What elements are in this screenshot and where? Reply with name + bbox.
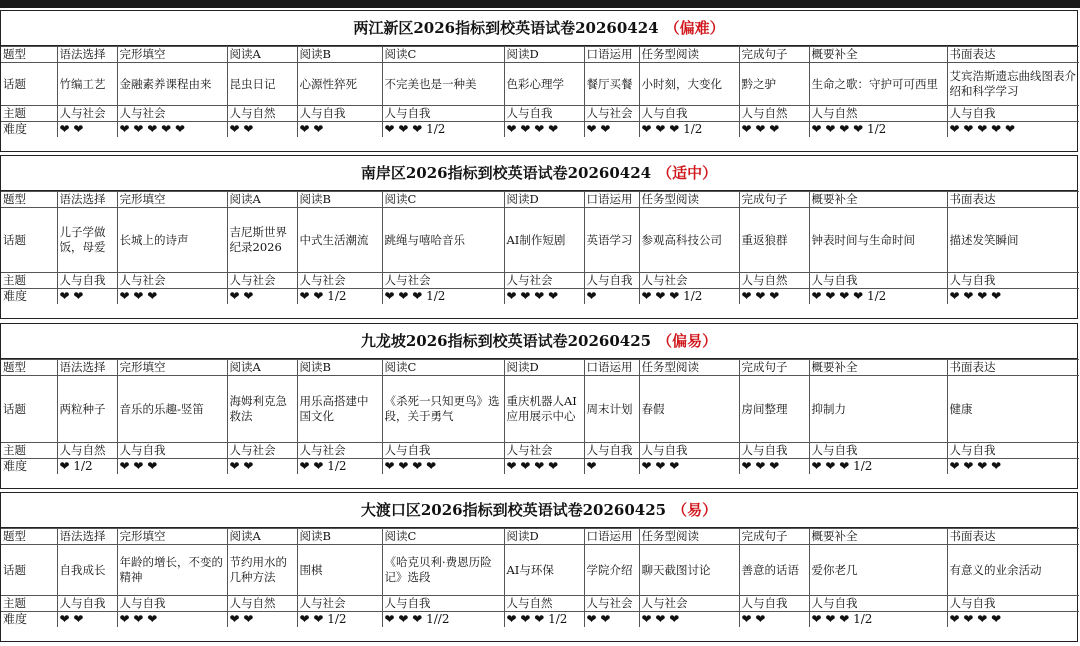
theme-cell: 人与自我	[117, 443, 227, 459]
theme-cell: 人与自我	[739, 596, 809, 612]
topic-cell: 重庆机器人AI应用展示中心	[504, 376, 584, 443]
difficulty-cell: ❤ ❤	[227, 122, 297, 138]
topic-cell: 钟表时间与生命时间	[809, 208, 947, 273]
row-label: 话题	[1, 545, 57, 596]
topic-cell: 心源性猝死	[297, 63, 382, 106]
theme-cell: 人与自我	[947, 443, 1079, 459]
topic-cell: AI制作短剧	[504, 208, 584, 273]
theme-row	[1, 106, 1079, 122]
column-header: 完成句子	[739, 192, 809, 208]
exam-block	[0, 155, 1078, 319]
topic-cell: 吉尼斯世界纪录2026	[227, 208, 297, 273]
topic-cell: 黔之驴	[739, 63, 809, 106]
theme-cell: 人与社会	[584, 596, 639, 612]
difficulty-level-label: （偏易）	[657, 332, 718, 350]
row-label: 难度	[1, 459, 57, 475]
column-header: 任务型阅读	[639, 360, 739, 376]
exam-title-text: 大渡口区2026指标到校英语试卷20260425	[360, 501, 667, 519]
theme-cell: 人与自我	[382, 596, 504, 612]
column-header: 阅读D	[504, 529, 584, 545]
difficulty-cell: ❤ ❤ ❤ ❤	[947, 289, 1079, 305]
theme-cell: 人与社会	[297, 443, 382, 459]
exam-title	[1, 324, 1077, 359]
topic-cell: 生命之歌：守护可可西里	[809, 63, 947, 106]
topic-cell: 音乐的乐趣-竖笛	[117, 376, 227, 443]
theme-cell: 人与自我	[947, 106, 1079, 122]
row-label: 难度	[1, 122, 57, 138]
column-header: 阅读D	[504, 360, 584, 376]
difficulty-cell: ❤ ❤	[57, 289, 117, 305]
column-header: 书面表达	[947, 360, 1079, 376]
topic-cell: 爱你老几	[809, 545, 947, 596]
column-header: 阅读D	[504, 192, 584, 208]
topic-cell: 小时刻，大变化	[639, 63, 739, 106]
theme-cell: 人与社会	[57, 106, 117, 122]
row-label: 难度	[1, 289, 57, 305]
difficulty-cell: ❤ ❤ ❤ 1/2	[809, 612, 947, 628]
difficulty-cell: ❤ ❤ ❤ ❤	[947, 612, 1079, 628]
topic-cell: 《哈克贝利·费恩历险记》选段	[382, 545, 504, 596]
column-header: 阅读A	[227, 47, 297, 63]
difficulty-cell: ❤ ❤ ❤	[117, 459, 227, 475]
theme-cell: 人与自我	[57, 273, 117, 289]
column-header: 阅读C	[382, 47, 504, 63]
theme-cell: 人与社会	[504, 443, 584, 459]
exam-table	[1, 191, 1079, 304]
difficulty-cell: ❤ ❤	[227, 289, 297, 305]
topic-cell: 善意的话语	[739, 545, 809, 596]
difficulty-cell: ❤ ❤ 1/2	[297, 289, 382, 305]
topic-row	[1, 376, 1079, 443]
difficulty-cell: ❤ ❤ ❤	[639, 459, 739, 475]
difficulty-cell: ❤ ❤	[57, 122, 117, 138]
theme-cell: 人与社会	[639, 596, 739, 612]
difficulty-cell: ❤ ❤ ❤ ❤ ❤	[947, 122, 1079, 138]
column-header: 题型	[1, 529, 57, 545]
row-label: 话题	[1, 63, 57, 106]
column-header: 任务型阅读	[639, 192, 739, 208]
column-header: 阅读B	[297, 529, 382, 545]
column-header: 口语运用	[584, 529, 639, 545]
topic-cell: 《杀死一只知更鸟》选段，关于勇气	[382, 376, 504, 443]
column-header: 阅读D	[504, 47, 584, 63]
exam-title	[1, 156, 1077, 191]
topic-cell: 英语学习	[584, 208, 639, 273]
column-header: 阅读B	[297, 192, 382, 208]
topic-cell: 春假	[639, 376, 739, 443]
difficulty-cell: ❤ ❤ ❤ ❤	[947, 459, 1079, 475]
theme-cell: 人与社会	[584, 106, 639, 122]
topic-cell: 周末计划	[584, 376, 639, 443]
difficulty-cell: ❤ ❤	[584, 612, 639, 628]
column-header: 阅读B	[297, 47, 382, 63]
difficulty-cell: ❤ ❤ 1/2	[297, 612, 382, 628]
column-header: 完形填空	[117, 47, 227, 63]
column-header: 任务型阅读	[639, 529, 739, 545]
difficulty-row	[1, 459, 1079, 475]
row-label: 主题	[1, 106, 57, 122]
theme-cell: 人与自然	[227, 106, 297, 122]
theme-cell: 人与社会	[297, 596, 382, 612]
theme-cell: 人与自我	[947, 273, 1079, 289]
column-header: 阅读A	[227, 529, 297, 545]
theme-cell: 人与社会	[382, 273, 504, 289]
header-row	[1, 360, 1079, 376]
topic-cell: 参观高科技公司	[639, 208, 739, 273]
column-header: 阅读C	[382, 360, 504, 376]
difficulty-row	[1, 289, 1079, 305]
difficulty-cell: ❤ ❤ ❤ ❤	[504, 289, 584, 305]
difficulty-cell: ❤ ❤	[297, 122, 382, 138]
difficulty-cell: ❤ ❤ ❤ ❤ ❤	[117, 122, 227, 138]
topic-cell: AI与环保	[504, 545, 584, 596]
topic-cell: 有意义的业余活动	[947, 545, 1079, 596]
difficulty-cell: ❤ ❤ ❤ 1/2	[382, 122, 504, 138]
column-header: 完形填空	[117, 529, 227, 545]
topic-cell: 抑制力	[809, 376, 947, 443]
theme-cell: 人与自我	[382, 106, 504, 122]
exam-table	[1, 46, 1079, 137]
difficulty-level-label: （易）	[672, 501, 718, 519]
theme-cell: 人与社会	[297, 273, 382, 289]
theme-cell: 人与自我	[57, 596, 117, 612]
topic-cell: 中式生活潮流	[297, 208, 382, 273]
row-label: 主题	[1, 443, 57, 459]
difficulty-cell: ❤ ❤ ❤	[639, 612, 739, 628]
theme-cell: 人与社会	[117, 273, 227, 289]
difficulty-level-label: （适中）	[657, 164, 718, 182]
exam-block	[0, 492, 1078, 642]
theme-cell: 人与社会	[117, 106, 227, 122]
header-row	[1, 47, 1079, 63]
column-header: 阅读A	[227, 360, 297, 376]
topic-cell: 重返狼群	[739, 208, 809, 273]
difficulty-cell: ❤ ❤ ❤ 1//2	[382, 612, 504, 628]
difficulty-cell: ❤	[584, 289, 639, 305]
difficulty-cell: ❤ ❤ ❤ ❤	[504, 459, 584, 475]
exam-title	[1, 11, 1077, 46]
topic-cell: 竹编工艺	[57, 63, 117, 106]
theme-cell: 人与自我	[504, 106, 584, 122]
exam-block	[0, 10, 1078, 152]
row-label: 主题	[1, 273, 57, 289]
difficulty-cell: ❤ ❤ ❤ 1/2	[639, 122, 739, 138]
difficulty-cell: ❤ ❤ ❤ ❤ 1/2	[809, 289, 947, 305]
theme-cell: 人与自我	[639, 443, 739, 459]
column-header: 书面表达	[947, 192, 1079, 208]
topic-cell: 年龄的增长，不变的精神	[117, 545, 227, 596]
topic-cell: 聊天截图讨论	[639, 545, 739, 596]
top-dark-bar	[0, 0, 1080, 8]
column-header: 阅读B	[297, 360, 382, 376]
topic-cell: 围棋	[297, 545, 382, 596]
topic-cell: 色彩心理学	[504, 63, 584, 106]
theme-cell: 人与自我	[382, 443, 504, 459]
column-header: 口语运用	[584, 192, 639, 208]
column-header: 语法选择	[57, 529, 117, 545]
column-header: 完成句子	[739, 529, 809, 545]
difficulty-cell: ❤ ❤ ❤ 1/2	[382, 289, 504, 305]
difficulty-row	[1, 122, 1079, 138]
column-header: 任务型阅读	[639, 47, 739, 63]
column-header: 概要补全	[809, 360, 947, 376]
column-header: 阅读C	[382, 529, 504, 545]
difficulty-cell: ❤ ❤ ❤ 1/2	[639, 289, 739, 305]
theme-cell: 人与自然	[504, 596, 584, 612]
difficulty-cell: ❤ ❤ ❤	[739, 459, 809, 475]
exam-title-text: 九龙坡2026指标到校英语试卷20260425	[360, 332, 652, 350]
exam-title-text: 两江新区2026指标到校英语试卷20260424	[353, 19, 659, 37]
row-label: 主题	[1, 596, 57, 612]
difficulty-cell: ❤ ❤	[584, 122, 639, 138]
difficulty-cell: ❤ ❤ ❤	[117, 289, 227, 305]
theme-cell: 人与社会	[227, 443, 297, 459]
theme-row	[1, 273, 1079, 289]
exam-table	[1, 359, 1079, 474]
theme-cell: 人与自我	[639, 106, 739, 122]
column-header: 口语运用	[584, 360, 639, 376]
difficulty-cell: ❤ 1/2	[57, 459, 117, 475]
header-row	[1, 192, 1079, 208]
row-label: 难度	[1, 612, 57, 628]
topic-cell: 昆虫日记	[227, 63, 297, 106]
topic-cell: 儿子学做饭，母爱	[57, 208, 117, 273]
difficulty-cell: ❤ ❤ ❤ ❤ 1/2	[809, 122, 947, 138]
topic-cell: 两粒种子	[57, 376, 117, 443]
column-header: 书面表达	[947, 47, 1079, 63]
column-header: 语法选择	[57, 47, 117, 63]
exam-title-text: 南岸区2026指标到校英语试卷20260424	[360, 164, 652, 182]
column-header: 概要补全	[809, 192, 947, 208]
theme-cell: 人与社会	[639, 273, 739, 289]
topic-cell: 跳绳与嘻哈音乐	[382, 208, 504, 273]
difficulty-cell: ❤ ❤ ❤ ❤	[382, 459, 504, 475]
column-header: 语法选择	[57, 192, 117, 208]
difficulty-cell: ❤ ❤	[739, 612, 809, 628]
topic-row	[1, 208, 1079, 273]
topic-cell: 长城上的诗声	[117, 208, 227, 273]
theme-cell: 人与自然	[739, 106, 809, 122]
difficulty-cell: ❤ ❤	[57, 612, 117, 628]
difficulty-row	[1, 612, 1079, 628]
exam-table	[1, 528, 1079, 627]
column-header: 语法选择	[57, 360, 117, 376]
theme-cell: 人与自我	[809, 443, 947, 459]
column-header: 书面表达	[947, 529, 1079, 545]
difficulty-level-label: （偏难）	[664, 19, 725, 37]
topic-cell: 房间整理	[739, 376, 809, 443]
topic-cell: 不完美也是一种美	[382, 63, 504, 106]
theme-row	[1, 596, 1079, 612]
theme-cell: 人与社会	[504, 273, 584, 289]
difficulty-cell: ❤ ❤ ❤	[739, 122, 809, 138]
topic-cell: 金融素养课程由来	[117, 63, 227, 106]
column-header: 概要补全	[809, 47, 947, 63]
topic-cell: 餐厅买餐	[584, 63, 639, 106]
column-header: 概要补全	[809, 529, 947, 545]
topic-row	[1, 545, 1079, 596]
column-header: 完形填空	[117, 192, 227, 208]
theme-cell: 人与自然	[739, 273, 809, 289]
topic-cell: 艾宾浩斯遗忘曲线图表介绍和科学学习	[947, 63, 1079, 106]
difficulty-cell: ❤ ❤	[227, 612, 297, 628]
exam-title	[1, 493, 1077, 528]
theme-cell: 人与自然	[57, 443, 117, 459]
topic-cell: 海姆利克急救法	[227, 376, 297, 443]
column-header: 完成句子	[739, 360, 809, 376]
theme-cell: 人与社会	[227, 273, 297, 289]
theme-cell: 人与自我	[739, 443, 809, 459]
topic-cell: 健康	[947, 376, 1079, 443]
theme-cell: 人与自我	[584, 273, 639, 289]
topic-cell: 用乐高搭建中国文化	[297, 376, 382, 443]
theme-cell: 人与自然	[227, 596, 297, 612]
difficulty-cell: ❤ ❤ ❤ 1/2	[809, 459, 947, 475]
theme-cell: 人与自我	[947, 596, 1079, 612]
theme-cell: 人与自我	[809, 273, 947, 289]
theme-cell: 人与自我	[809, 596, 947, 612]
column-header: 完形填空	[117, 360, 227, 376]
difficulty-cell: ❤ ❤ 1/2	[297, 459, 382, 475]
column-header: 口语运用	[584, 47, 639, 63]
header-row	[1, 529, 1079, 545]
column-header: 题型	[1, 360, 57, 376]
column-header: 阅读A	[227, 192, 297, 208]
column-header: 题型	[1, 192, 57, 208]
theme-row	[1, 443, 1079, 459]
difficulty-cell: ❤ ❤ ❤ ❤	[504, 122, 584, 138]
theme-cell: 人与自我	[117, 596, 227, 612]
row-label: 话题	[1, 208, 57, 273]
difficulty-cell: ❤	[584, 459, 639, 475]
column-header: 题型	[1, 47, 57, 63]
column-header: 完成句子	[739, 47, 809, 63]
theme-cell: 人与自我	[297, 106, 382, 122]
exam-block	[0, 323, 1078, 489]
topic-cell: 自我成长	[57, 545, 117, 596]
row-label: 话题	[1, 376, 57, 443]
difficulty-cell: ❤ ❤ ❤	[117, 612, 227, 628]
difficulty-cell: ❤ ❤ ❤ 1/2	[504, 612, 584, 628]
theme-cell: 人与自我	[584, 443, 639, 459]
difficulty-cell: ❤ ❤ ❤	[739, 289, 809, 305]
column-header: 阅读C	[382, 192, 504, 208]
topic-cell: 学院介绍	[584, 545, 639, 596]
topic-cell: 节约用水的几种方法	[227, 545, 297, 596]
difficulty-cell: ❤ ❤	[227, 459, 297, 475]
topic-row	[1, 63, 1079, 106]
theme-cell: 人与自然	[809, 106, 947, 122]
topic-cell: 描述发笑瞬间	[947, 208, 1079, 273]
